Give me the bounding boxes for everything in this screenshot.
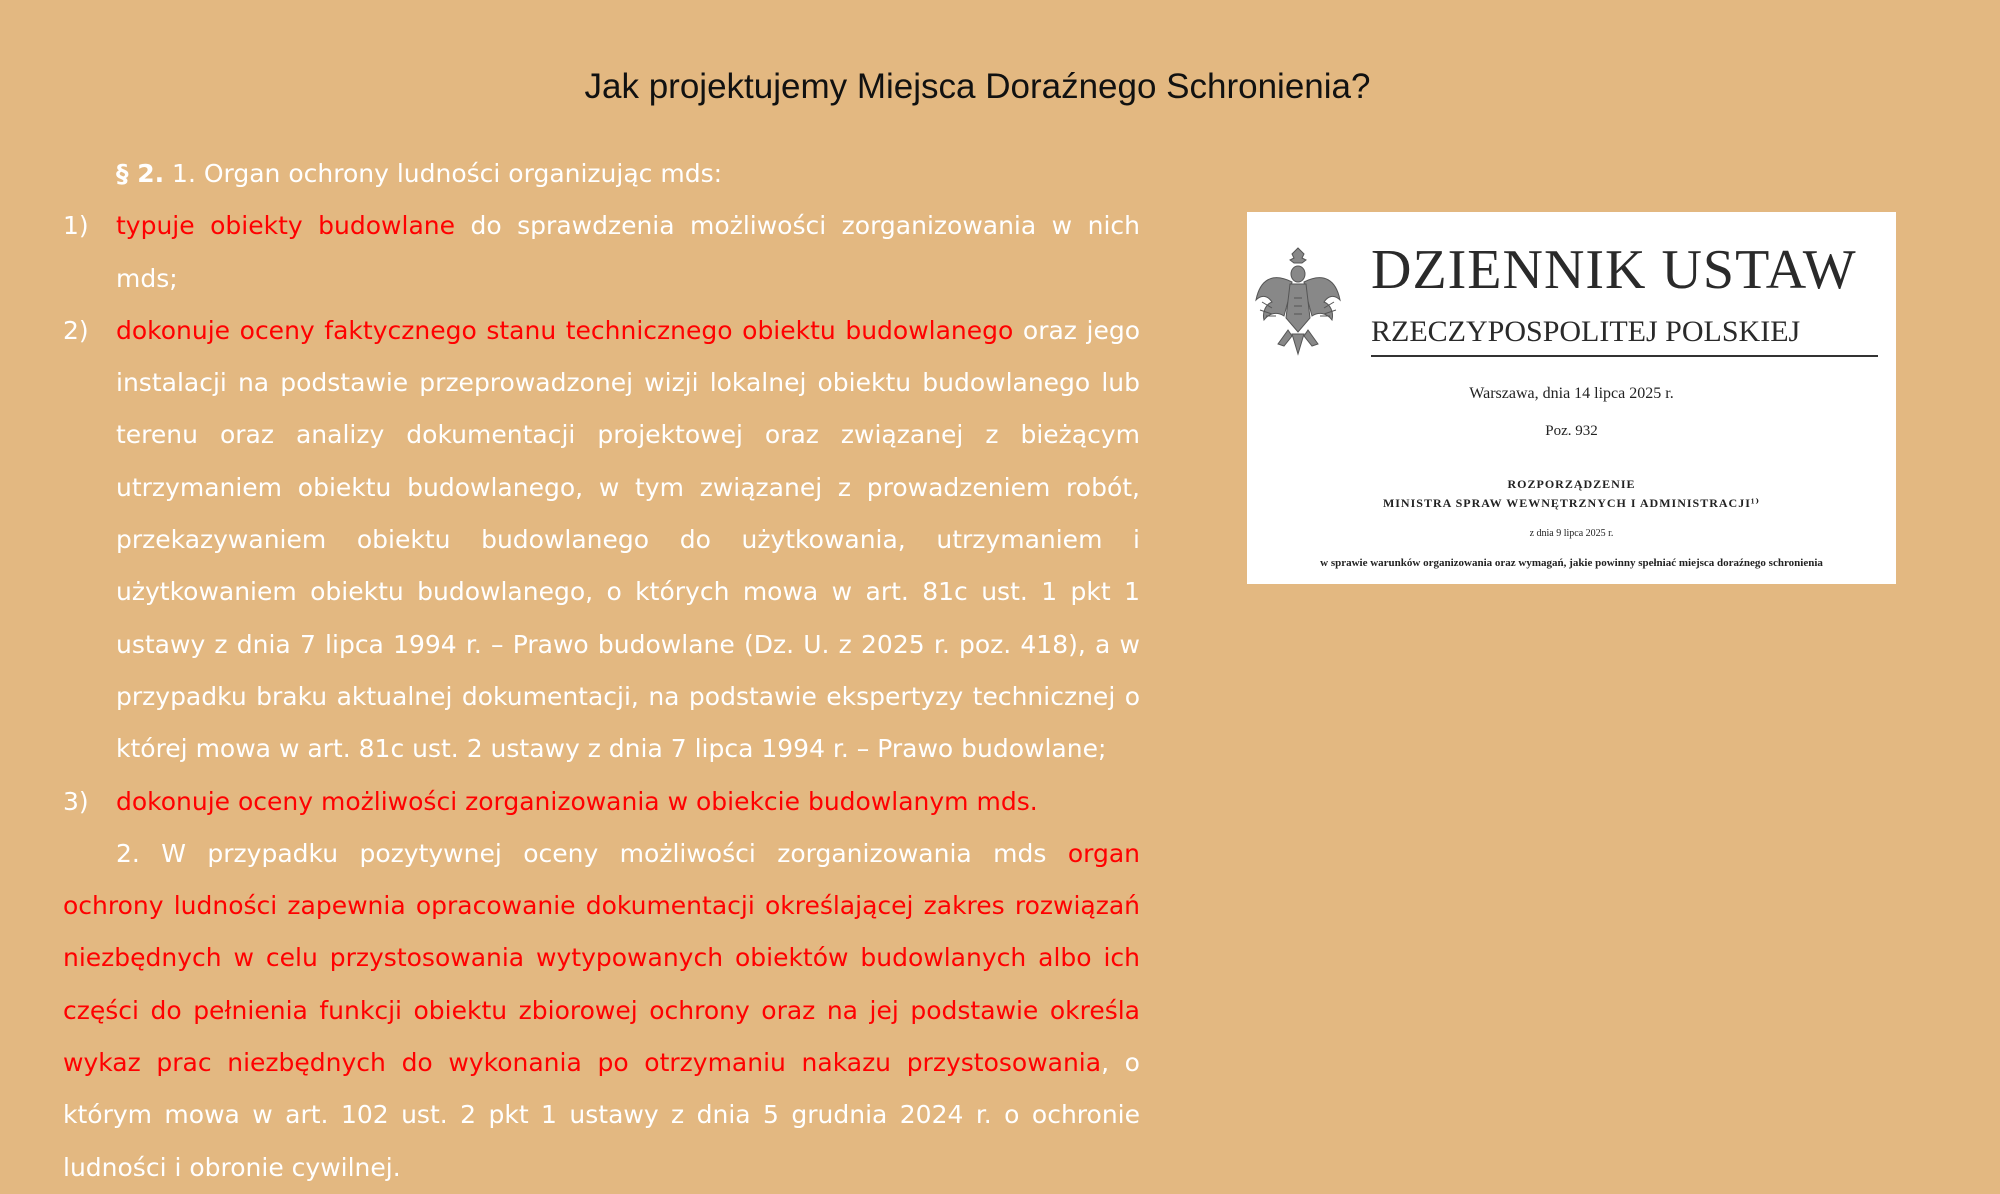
paragraph-1-text: 1. Organ ochrony ludności organizując mds:	[164, 159, 723, 188]
gazette-title: DZIENNIK USTAW	[1371, 239, 1857, 301]
list-number: 1)	[63, 211, 89, 241]
slide-title: Jak projektujemy Miejsca Doraźnego Schronienia?	[584, 67, 1371, 106]
list-item-text: do sprawdzenia możliwości zorganizowania w nich mds;	[116, 211, 1140, 293]
document-type: ROZPORZĄDZENIE	[1507, 477, 1636, 491]
highlighted-text: dokonuje oceny faktycznego stanu technicznego obiektu budowlanego	[116, 315, 1014, 345]
regulation-text	[63, 148, 1140, 1194]
document-date: z dnia 9 lipca 2025 r.	[1529, 528, 1614, 539]
paragraph-1-intro	[63, 148, 1140, 200]
paragraph-2-rest: , o którym mowa w art. 102 ust. 2 pkt 1 ustawy z dnia 5 grudnia 2024 r. o ochronie ludności i obronie cywilnej.	[63, 1048, 1140, 1182]
ministry-name: MINISTRA SPRAW WEWNĘTRZNYCH I ADMINISTRACJI¹⁾	[1382, 496, 1761, 510]
position-number: Poz. 932	[1545, 423, 1598, 439]
document-subject: w sprawie warunków organizowania oraz wymagań, jakie powinny spełniać miejsca doraźnego schronienia	[1320, 557, 1823, 569]
list-number: 3)	[63, 786, 89, 816]
paragraph-2-intro: 2. W przypadku pozytywnej oceny możliwości zorganizowania mds	[116, 838, 1068, 868]
list-number: 2)	[63, 315, 89, 345]
highlighted-text: organ ochrony ludności zapewnia opracowanie dokumentacji określającej zakres rozwiązań niezbędnych w celu przystosowania wytypowanych obiektów budowlanych albo ich części do pełnienia funkcji obiektu zbiorowej ochrony oraz na jej podstawie określa wykaz prac niezbędnych do wykonania po otrzymaniu nakazu przystosowania	[63, 838, 1140, 1078]
gazette-subtitle: RZECZYPOSPOLITEJ POLSKIEJ	[1371, 315, 1801, 348]
list-item-1	[63, 200, 1140, 305]
eagle-emblem-icon	[1252, 242, 1344, 358]
publication-date: Warszawa, dnia 14 lipca 2025 r.	[1469, 385, 1674, 402]
journal-of-laws-header-image	[1247, 212, 1896, 584]
list-item-2	[63, 305, 1140, 776]
section-mark: § 2.	[116, 159, 165, 188]
highlighted-text: typuje obiekty budowlane	[116, 211, 455, 241]
list-item-3	[63, 776, 1140, 828]
list-item-text: oraz jego instalacji na podstawie przeprowadzonej wizji lokalnej obiektu budowlanego lub terenu oraz analizy dokumentacji projektowej oraz związanej z bieżącym utrzymaniem obiektu budowlanego, w tym związanej z prowadzeniem robót, przekazywaniem obiektu budowlanego do użytkowania, utrzymaniem i użytkowaniem obiektu budowlanego, o których mowa w art. 81c ust. 1 pkt 1 ustawy z dnia 7 lipca 1994 r. – Prawo budowlane (Dz. U. z 2025 r. poz. 418), a w przypadku braku aktualnej dokumentacji, na podstawie ekspertyzy technicznej o której mowa w art. 81c ust. 2 ustawy z dnia 7 lipca 1994 r. – Prawo budowlane;	[116, 315, 1140, 764]
divider	[1371, 355, 1878, 357]
highlighted-text: dokonuje oceny możliwości zorganizowania w obiekcie budowlanym mds.	[116, 786, 1038, 816]
paragraph-2	[63, 828, 1140, 1194]
